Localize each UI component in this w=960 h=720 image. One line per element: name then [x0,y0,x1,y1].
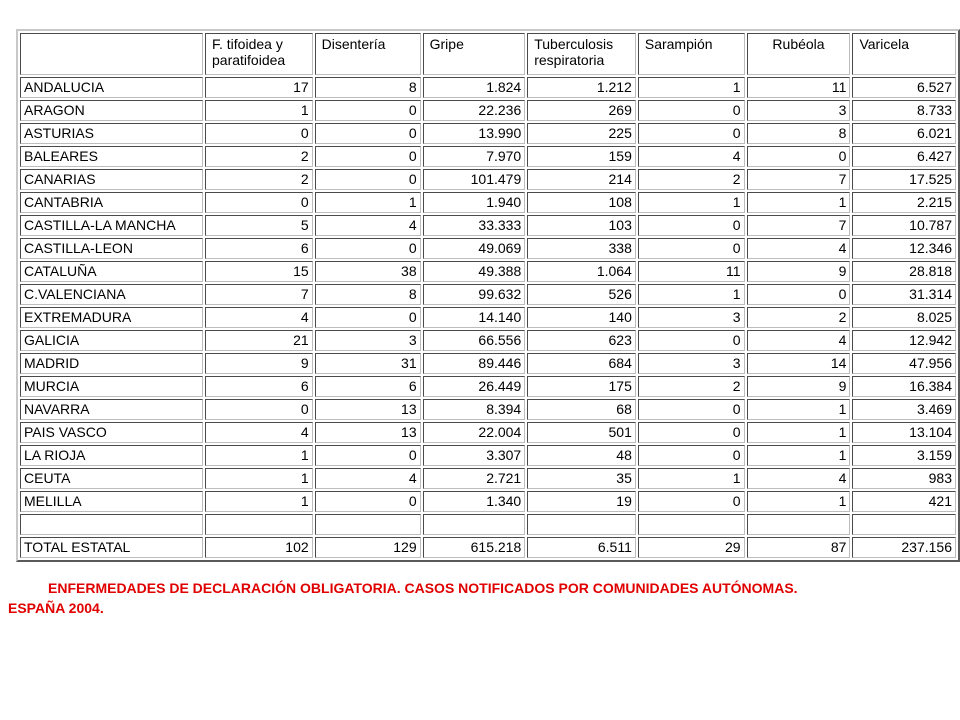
value-cell-tuberculosis-respiratoria: 19 [527,491,636,512]
row-label-cell: ASTURIAS [20,123,203,144]
value-cell-gripe: 101.479 [423,169,526,190]
table-row [20,307,956,328]
table-row [20,445,956,466]
value-cell-sarampion: 1 [638,284,745,305]
value-cell-f-tifoidea-y-paratifoidea: 1 [205,445,313,466]
empty-cell [852,514,956,535]
value-cell-gripe: 49.388 [423,261,526,282]
header-row [20,33,956,75]
table-row [20,284,956,305]
value-cell-disenteria: 31 [315,353,421,374]
value-cell-gripe: 1.940 [423,192,526,213]
row-label-cell: CASTILLA-LEON [20,238,203,259]
value-cell-disenteria: 13 [315,422,421,443]
row-label-cell: CANTABRIA [20,192,203,213]
row-label-cell: C.VALENCIANA [20,284,203,305]
value-cell-varicela: 6.527 [852,77,956,98]
value-cell-rubeola: 9 [747,376,851,397]
value-cell-tuberculosis-respiratoria: 175 [527,376,636,397]
header-cell-corner [20,33,203,75]
caption-line-2: ESPAÑA 2004. [8,600,104,616]
value-cell-varicela: 47.956 [852,353,956,374]
empty-cell [638,514,745,535]
value-cell-sarampion: 2 [638,169,745,190]
value-cell-gripe: 8.394 [423,399,526,420]
table-row [20,353,956,374]
value-cell-sarampion: 0 [638,238,745,259]
value-cell-f-tifoidea-y-paratifoidea: 21 [205,330,313,351]
value-cell-tuberculosis-respiratoria: 1.064 [527,261,636,282]
value-cell-sarampion: 0 [638,422,745,443]
value-cell-sarampion: 29 [638,537,745,558]
value-cell-varicela: 983 [852,468,956,489]
value-cell-f-tifoidea-y-paratifoidea: 15 [205,261,313,282]
row-label-cell: MELILLA [20,491,203,512]
value-cell-tuberculosis-respiratoria: 623 [527,330,636,351]
total-row [20,537,956,558]
value-cell-varicela: 10.787 [852,215,956,236]
value-cell-gripe: 1.824 [423,77,526,98]
header-cell-tuberculosis-respiratoria: Tuberculosis respiratoria [527,33,636,75]
value-cell-sarampion: 2 [638,376,745,397]
value-cell-varicela: 12.942 [852,330,956,351]
empty-spacer-row [20,514,956,535]
value-cell-disenteria: 0 [315,123,421,144]
value-cell-sarampion: 3 [638,307,745,328]
row-label-cell: LA RIOJA [20,445,203,466]
header-cell-f-tifoidea-y-paratifoidea: F. tifoidea y paratifoidea [205,33,313,75]
value-cell-rubeola: 7 [747,215,851,236]
value-cell-disenteria: 0 [315,307,421,328]
row-label-cell: CANARIAS [20,169,203,190]
value-cell-rubeola: 2 [747,307,851,328]
value-cell-disenteria: 6 [315,376,421,397]
value-cell-tuberculosis-respiratoria: 48 [527,445,636,466]
empty-cell [20,514,203,535]
table-row [20,192,956,213]
value-cell-tuberculosis-respiratoria: 214 [527,169,636,190]
value-cell-disenteria: 8 [315,284,421,305]
value-cell-gripe: 615.218 [423,537,526,558]
table-row [20,77,956,98]
value-cell-rubeola: 4 [747,468,851,489]
value-cell-tuberculosis-respiratoria: 140 [527,307,636,328]
value-cell-varicela: 6.427 [852,146,956,167]
table-row [20,238,956,259]
value-cell-rubeola: 1 [747,445,851,466]
row-label-cell: MURCIA [20,376,203,397]
value-cell-f-tifoidea-y-paratifoidea: 1 [205,491,313,512]
value-cell-disenteria: 0 [315,491,421,512]
value-cell-tuberculosis-respiratoria: 35 [527,468,636,489]
value-cell-sarampion: 1 [638,468,745,489]
value-cell-gripe: 2.721 [423,468,526,489]
empty-cell [527,514,636,535]
row-label-cell: TOTAL ESTATAL [20,537,203,558]
value-cell-disenteria: 4 [315,468,421,489]
value-cell-rubeola: 14 [747,353,851,374]
value-cell-varicela: 17.525 [852,169,956,190]
value-cell-f-tifoidea-y-paratifoidea: 2 [205,146,313,167]
row-label-cell: CATALUÑA [20,261,203,282]
value-cell-gripe: 66.556 [423,330,526,351]
table-row [20,376,956,397]
value-cell-sarampion: 4 [638,146,745,167]
value-cell-sarampion: 3 [638,353,745,374]
data-table-container [16,29,960,562]
value-cell-gripe: 99.632 [423,284,526,305]
value-cell-f-tifoidea-y-paratifoidea: 1 [205,468,313,489]
row-label-cell: GALICIA [20,330,203,351]
value-cell-tuberculosis-respiratoria: 159 [527,146,636,167]
table-row [20,100,956,121]
value-cell-rubeola: 1 [747,399,851,420]
value-cell-rubeola: 1 [747,491,851,512]
value-cell-tuberculosis-respiratoria: 269 [527,100,636,121]
value-cell-f-tifoidea-y-paratifoidea: 0 [205,123,313,144]
value-cell-tuberculosis-respiratoria: 103 [527,215,636,236]
row-label-cell: ARAGON [20,100,203,121]
table-row [20,422,956,443]
value-cell-gripe: 33.333 [423,215,526,236]
value-cell-rubeola: 87 [747,537,851,558]
value-cell-varicela: 13.104 [852,422,956,443]
value-cell-sarampion: 1 [638,192,745,213]
empty-cell [423,514,526,535]
row-label-cell: ANDALUCIA [20,77,203,98]
value-cell-tuberculosis-respiratoria: 6.511 [527,537,636,558]
value-cell-rubeola: 8 [747,123,851,144]
table-row [20,123,956,144]
value-cell-disenteria: 13 [315,399,421,420]
row-label-cell: CEUTA [20,468,203,489]
header-cell-disenteria: Disentería [315,33,421,75]
value-cell-gripe: 13.990 [423,123,526,144]
row-label-cell: CASTILLA-LA MANCHA [20,215,203,236]
value-cell-rubeola: 1 [747,422,851,443]
row-label-cell: BALEARES [20,146,203,167]
disease-cases-table [16,29,960,562]
empty-cell [205,514,313,535]
table-row [20,169,956,190]
row-label-cell: NAVARRA [20,399,203,420]
value-cell-varicela: 3.159 [852,445,956,466]
value-cell-sarampion: 1 [638,77,745,98]
table-row [20,491,956,512]
table-row [20,261,956,282]
value-cell-varicela: 421 [852,491,956,512]
value-cell-f-tifoidea-y-paratifoidea: 4 [205,422,313,443]
value-cell-sarampion: 0 [638,215,745,236]
value-cell-gripe: 1.340 [423,491,526,512]
header-cell-gripe: Gripe [423,33,526,75]
value-cell-disenteria: 8 [315,77,421,98]
value-cell-gripe: 22.004 [423,422,526,443]
value-cell-gripe: 26.449 [423,376,526,397]
value-cell-rubeola: 7 [747,169,851,190]
value-cell-varicela: 8.733 [852,100,956,121]
header-cell-varicela: Varicela [852,33,956,75]
value-cell-disenteria: 129 [315,537,421,558]
value-cell-sarampion: 0 [638,491,745,512]
value-cell-disenteria: 1 [315,192,421,213]
table-row [20,146,956,167]
value-cell-varicela: 8.025 [852,307,956,328]
value-cell-tuberculosis-respiratoria: 225 [527,123,636,144]
value-cell-rubeola: 11 [747,77,851,98]
value-cell-rubeola: 4 [747,238,851,259]
header-cell-sarampion: Sarampión [638,33,745,75]
value-cell-sarampion: 11 [638,261,745,282]
value-cell-f-tifoidea-y-paratifoidea: 7 [205,284,313,305]
value-cell-disenteria: 0 [315,100,421,121]
value-cell-f-tifoidea-y-paratifoidea: 2 [205,169,313,190]
value-cell-disenteria: 0 [315,169,421,190]
value-cell-disenteria: 0 [315,445,421,466]
value-cell-f-tifoidea-y-paratifoidea: 6 [205,238,313,259]
value-cell-sarampion: 0 [638,100,745,121]
table-caption [8,578,948,618]
value-cell-varicela: 237.156 [852,537,956,558]
value-cell-f-tifoidea-y-paratifoidea: 102 [205,537,313,558]
value-cell-tuberculosis-respiratoria: 501 [527,422,636,443]
value-cell-f-tifoidea-y-paratifoidea: 5 [205,215,313,236]
row-label-cell: EXTREMADURA [20,307,203,328]
value-cell-gripe: 49.069 [423,238,526,259]
header-cell-rubeola: Rubéola [747,33,851,75]
value-cell-tuberculosis-respiratoria: 526 [527,284,636,305]
value-cell-sarampion: 0 [638,445,745,466]
value-cell-tuberculosis-respiratoria: 338 [527,238,636,259]
caption-line-1: ENFERMEDADES DE DECLARACIÓN OBLIGATORIA. CASOS NOTIFICADOS POR COMUNIDADES AUTÓNOMAS. [48,580,798,596]
value-cell-varicela: 3.469 [852,399,956,420]
value-cell-f-tifoidea-y-paratifoidea: 0 [205,399,313,420]
value-cell-gripe: 22.236 [423,100,526,121]
value-cell-disenteria: 4 [315,215,421,236]
value-cell-sarampion: 0 [638,330,745,351]
value-cell-f-tifoidea-y-paratifoidea: 9 [205,353,313,374]
value-cell-tuberculosis-respiratoria: 1.212 [527,77,636,98]
value-cell-gripe: 3.307 [423,445,526,466]
value-cell-varicela: 28.818 [852,261,956,282]
row-label-cell: PAIS VASCO [20,422,203,443]
empty-cell [315,514,421,535]
row-label-cell: MADRID [20,353,203,374]
table-row [20,399,956,420]
table-row [20,468,956,489]
value-cell-varicela: 31.314 [852,284,956,305]
value-cell-f-tifoidea-y-paratifoidea: 1 [205,100,313,121]
value-cell-f-tifoidea-y-paratifoidea: 17 [205,77,313,98]
value-cell-f-tifoidea-y-paratifoidea: 6 [205,376,313,397]
value-cell-rubeola: 0 [747,146,851,167]
value-cell-varicela: 2.215 [852,192,956,213]
value-cell-rubeola: 1 [747,192,851,213]
value-cell-rubeola: 3 [747,100,851,121]
value-cell-tuberculosis-respiratoria: 68 [527,399,636,420]
value-cell-rubeola: 9 [747,261,851,282]
value-cell-rubeola: 4 [747,330,851,351]
empty-cell [747,514,851,535]
value-cell-sarampion: 0 [638,399,745,420]
value-cell-gripe: 7.970 [423,146,526,167]
value-cell-f-tifoidea-y-paratifoidea: 0 [205,192,313,213]
value-cell-gripe: 14.140 [423,307,526,328]
value-cell-rubeola: 0 [747,284,851,305]
value-cell-disenteria: 38 [315,261,421,282]
value-cell-varicela: 6.021 [852,123,956,144]
value-cell-disenteria: 0 [315,238,421,259]
value-cell-disenteria: 0 [315,146,421,167]
table-row [20,215,956,236]
table-row [20,330,956,351]
value-cell-f-tifoidea-y-paratifoidea: 4 [205,307,313,328]
value-cell-gripe: 89.446 [423,353,526,374]
value-cell-tuberculosis-respiratoria: 684 [527,353,636,374]
value-cell-tuberculosis-respiratoria: 108 [527,192,636,213]
value-cell-varicela: 12.346 [852,238,956,259]
value-cell-disenteria: 3 [315,330,421,351]
value-cell-sarampion: 0 [638,123,745,144]
value-cell-varicela: 16.384 [852,376,956,397]
